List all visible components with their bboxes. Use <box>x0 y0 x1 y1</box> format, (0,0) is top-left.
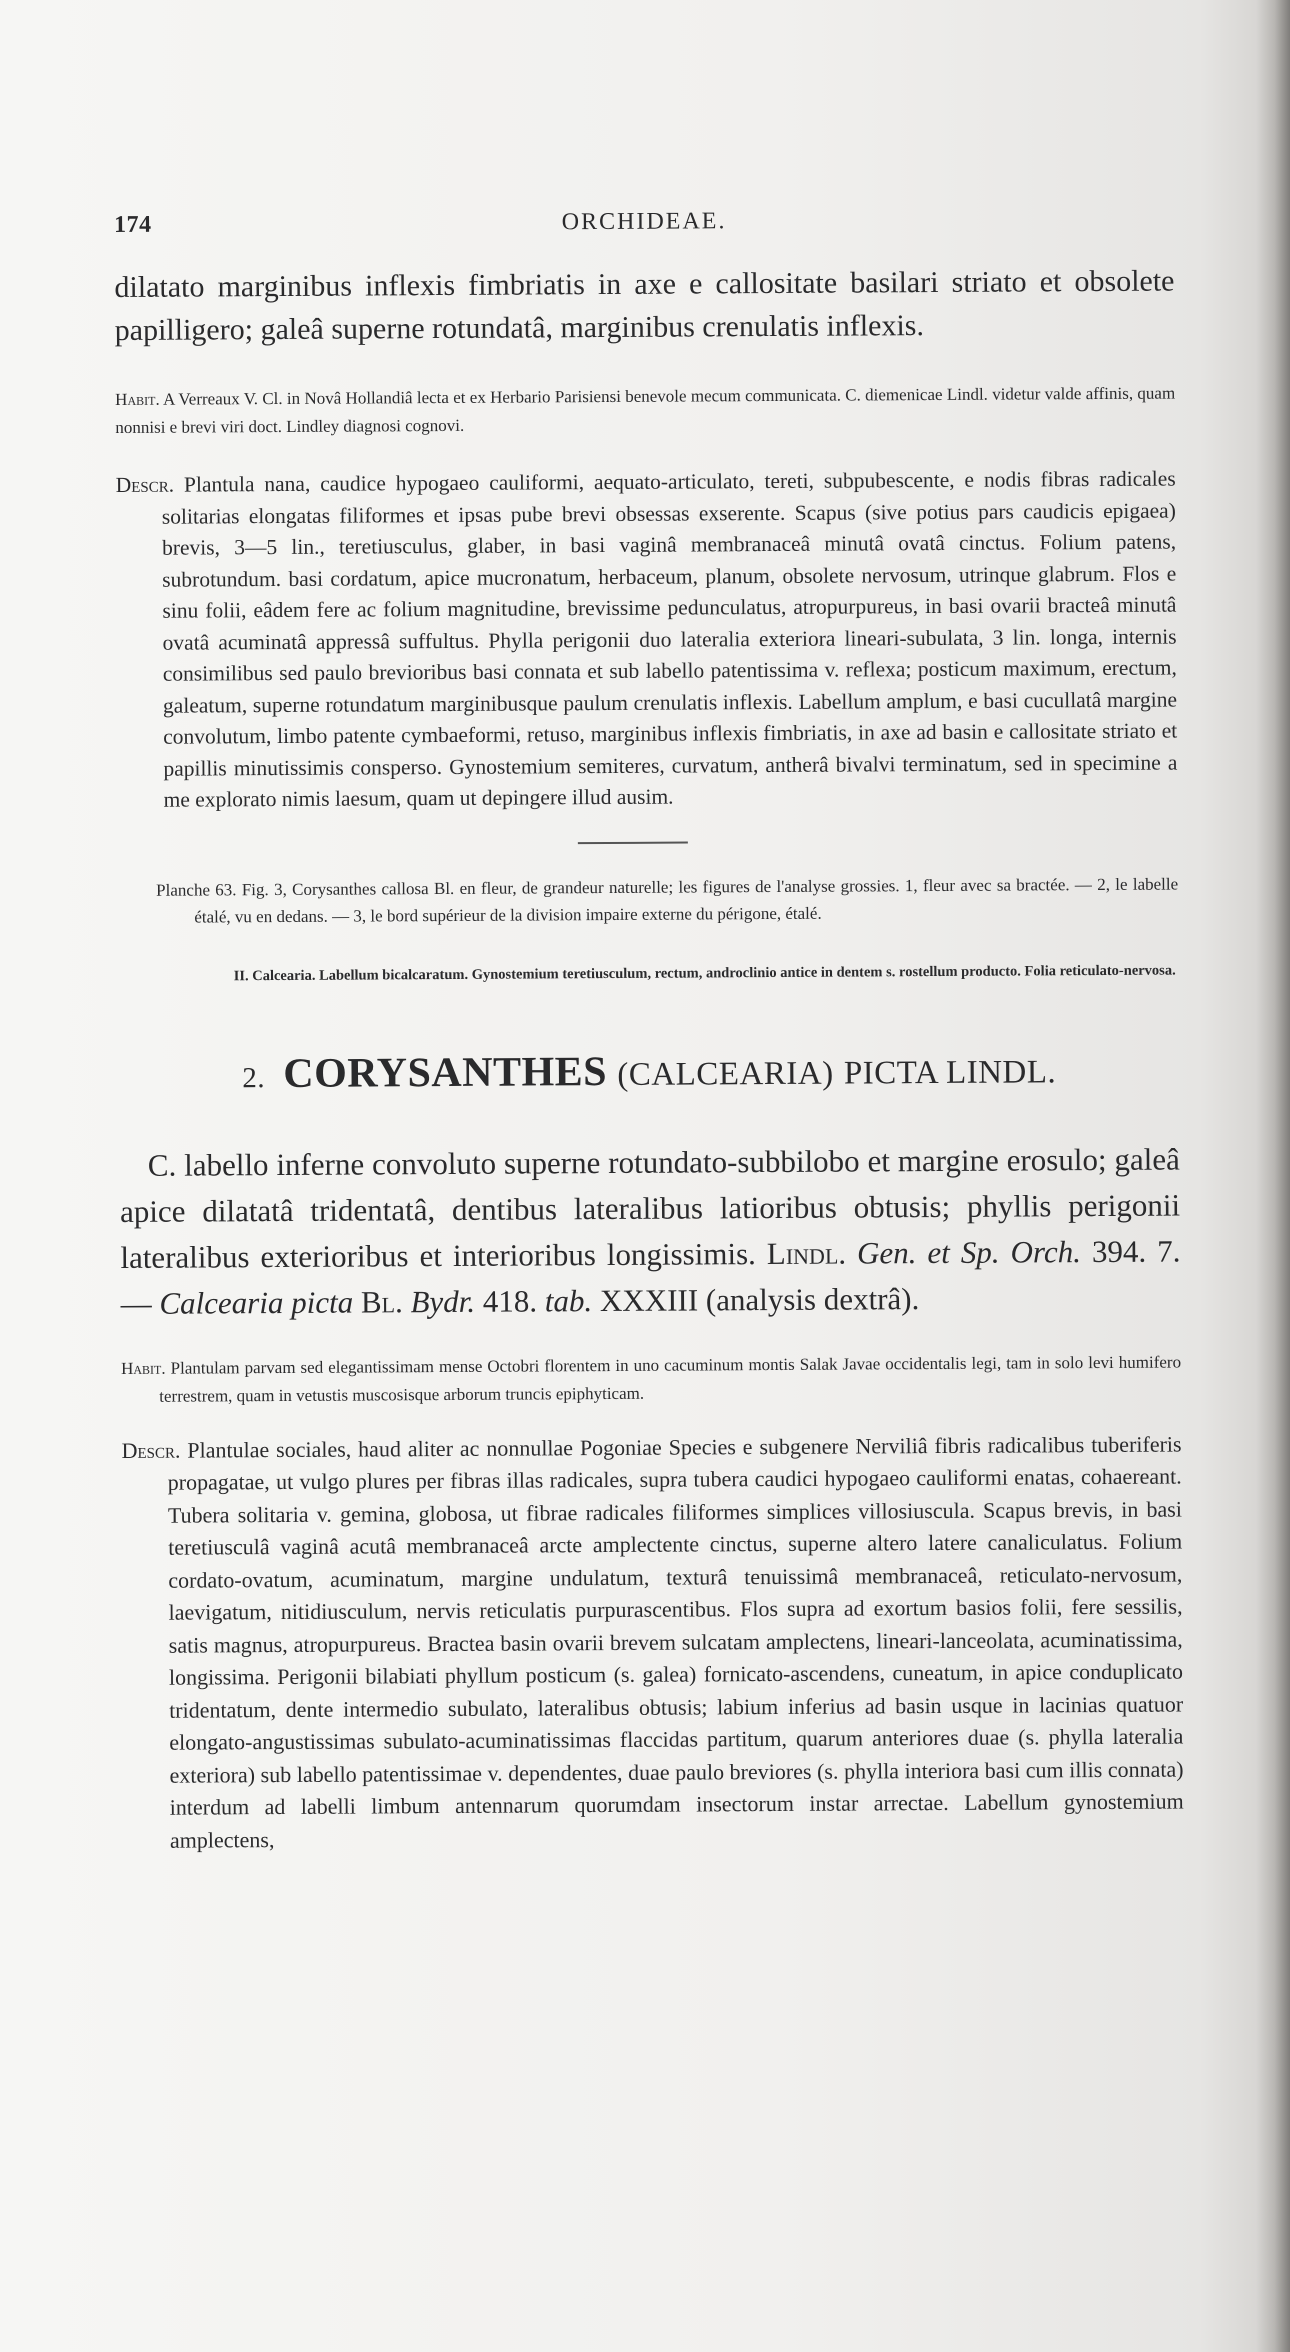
page-number: 174 <box>114 211 152 238</box>
plate-caption: Planche 63. Fig. 3, Corysanthes callosa Bl. en fleur, de grandeur naturelle; les figures de l'analyse grossies. 1, fleur avec sa bractée. — 2, le labelle étalé, vu en dedans. — 3, le bord supérieur de la division impaire externe du périgone, étalé. <box>156 874 1179 927</box>
separator-rule <box>578 841 688 844</box>
description-text-2: Plantulae sociales, haud aliter ac nonnullae Pogoniae Species e subgenere Nerviliâ fibris radicalibus tuberiferis propagatae, ut vulgo plures per fibras illas radicales, supra tubera caudici hypogaeo cauliformi enatas, cohaereant. Tubera solitaria v. gemina, globosa, ut fibrae radicales filiformes simplices villosiuscula. Scapus brevis, in basi teretiusculâ vaginâ acutâ membranaceâ arcte amplectente cinctus, superne altero latere canaliculatus. Folium cordato-ovatum, acuminatum, margine undulatum, texturâ tenuissimâ membranaceâ, reticulato-nervosum, laevigatum, nitidiusculum, nervis reticulatis purpurascentibus. Flos supra ad exortum basios folii, fere sessilis, satis magnus, atropurpureus. Bractea basin ovarii brevem sulcatam amplectens, lineari-lanceolata, acuminatissima, longissima. Perigonii bilabiati phyllum posticum (s. galea) fornicato-ascendens, cuneatum, in apice conduplicato tridentatum, dente intermedio subulato, lateralibus obtusis; labium inferius ad basin usque in lacinias quatuor elongato-angustissimas subulato-acuminatissimas flaccidas partitum, quarum anteriores duae (s. phylla lateralia exteriora) sub labello patentissimae v. dependentes, duae paulo breviores (s. phylla interiora basi cum illis connata) interdum ad labelli limbum antennarum quorumdam insectorum instar arrectae. Labellum gynostemium amplectens, <box>167 1431 1184 1853</box>
page-content <box>114 206 1184 1857</box>
running-title: ORCHIDEAE. <box>561 208 727 236</box>
ref2-tabnum: XXXIII (analysis dextrâ). <box>599 1280 920 1318</box>
habitat-paragraph-1 <box>115 380 1175 442</box>
habitat-paragraph-2 <box>121 1348 1181 1410</box>
page-spine-shadow <box>1256 0 1290 2352</box>
habitat-label-2: Habit. <box>121 1358 166 1378</box>
ref2-author: Bl. <box>360 1283 403 1320</box>
habitat-text-1: A Verreaux V. Cl. in Novâ Hollandiâ lecta et ex Herbario Parisiensi benevole mecum communicata. C. diemenicae Lindl. videtur valde affinis, quam nonnisi e brevi viri doct. Lindley diagnosi cognovi. <box>115 383 1176 437</box>
running-head <box>114 206 1174 256</box>
description-paragraph-1 <box>116 464 1178 817</box>
species-subgenus: (CALCEARIA) <box>617 1055 834 1093</box>
description-label-2: Descr. <box>121 1437 181 1463</box>
ref2-name: Calcearia picta <box>159 1284 354 1321</box>
diagnosis-paragraph <box>120 1136 1181 1326</box>
ref1-page: 394. 7. — <box>120 1233 1181 1321</box>
species-number: 2. <box>242 1061 266 1094</box>
ref2-tab: tab. <box>544 1282 593 1318</box>
diagnosis-text: C. labello inferne convoluto superne rotundato-subbilobo et margine erosulo; galeâ apice dilatatâ tridentatâ, dentibus lateralibus latioribus obtusis; phyllis perigonii lateralibus exterioribus et interioribus longissimis. <box>119 1141 1181 1275</box>
species-epithet: PICTA LINDL. <box>843 1053 1057 1092</box>
habitat-text-2: Plantulam parvam sed elegantissimam mense Octobri florentem in uno cacuminum montis Salak Javae occidentalis legi, tam in solo levi humifero terrestrem, quam in vetustis muscosisque arborum truncis epiphyticam. <box>159 1352 1182 1406</box>
section-heading: II. Calcearia. Labellum bicalcaratum. Gynostemium teretiusculum, rectum, androclinio antice in dentem s. rostellum producto. Folia reticulato-nervosa. <box>233 962 1176 984</box>
ref2-work: Bydr. <box>410 1283 476 1319</box>
description-label-1: Descr. <box>115 472 175 497</box>
ref2-page: 418. <box>482 1282 538 1319</box>
description-paragraph-2 <box>121 1428 1184 1857</box>
description-text-1: Plantula nana, caudice hypogaeo cauliformi, aequato-articulato, tereti, subpubescente, e nodis fibras radicales solitarias elongatas filiformes et ipsas pube brevi obsessas exserente. Scapus (sive potius pars caudicis epigaea) brevis, 3—5 lin., teretiusculus, glaber, in basi vaginâ membranaceâ minutâ ovatâ cinctus. Folium patens, subrotundum. basi cordatum, apice mucronatum, herbaceum, planum, obsolete nervosum, utrinque glabrum. Flos e sinu folii, eâdem fere ac folium magnitudine, brevissime pedunculatus, atropurpureus, in basi ovarii bracteâ minutâ ovatâ acuminatâ appressâ suffultus. Phylla perigonii duo lateralia exteriora lineari-subulata, 3 lin. longa, internis consimilibus sed paulo brevioribus basi connata et sub labello patentissima v. reflexa; posticum maximum, erectum, galeatum, superne rotundatum marginibusque paulum crenulatis inflexis. Labellum amplum, e basi cucullatâ margine convolutum, limbo patente cymbaeformi, retuso, marginibus inflexis fimbriatis, in axe ad basin e callositate striato et papillis minutissimis consperso. Gynostemium semiteres, curvatum, antherâ bivalvi terminatum, sed in specimine a me explorato nimis laesum, quam ut depingere illud ausim. <box>161 466 1178 812</box>
species-genus: CORYSANTHES <box>283 1048 608 1097</box>
continuation-paragraph: dilatato marginibus inflexis fimbriatis in axe e callositate basilari striato et obsolete papilligero; galeâ superne rotundatâ, marginibus crenulatis inflexis. <box>114 264 1175 347</box>
species-title <box>119 1044 1179 1098</box>
ref1-author: Lindl. <box>766 1235 847 1271</box>
ref1-work: Gen. et Sp. Orch. <box>856 1233 1081 1270</box>
habitat-label-1: Habit. <box>115 389 160 409</box>
